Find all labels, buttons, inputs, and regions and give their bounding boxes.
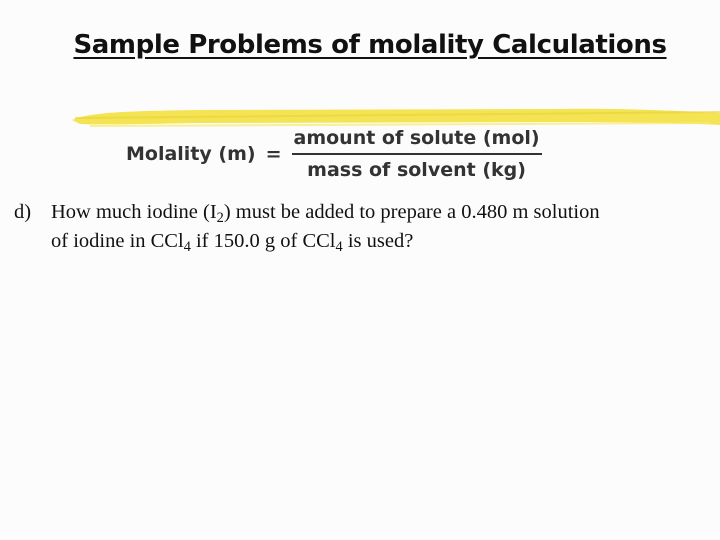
molality-formula xyxy=(126,122,542,186)
question-line-1: How much iodine $(I_2)$ must be added to prepare a 0.480 m solution xyxy=(51,201,600,226)
formula-equals: = xyxy=(265,143,282,165)
formula-numerator: amount of solute (mol) xyxy=(292,127,542,155)
formula-denominator: mass of solvent (kg) xyxy=(307,159,526,181)
question-d xyxy=(14,198,704,256)
question-marker: d) xyxy=(14,201,32,223)
formula-lhs: Molality (m) xyxy=(126,143,256,165)
question-line-2: of iodine in CCl$_4$ if 150.0 g of CCl$_4$ is used? xyxy=(51,230,414,255)
formula-fraction xyxy=(292,127,542,181)
slide-title: Sample Problems of molality Calculations xyxy=(73,30,667,60)
